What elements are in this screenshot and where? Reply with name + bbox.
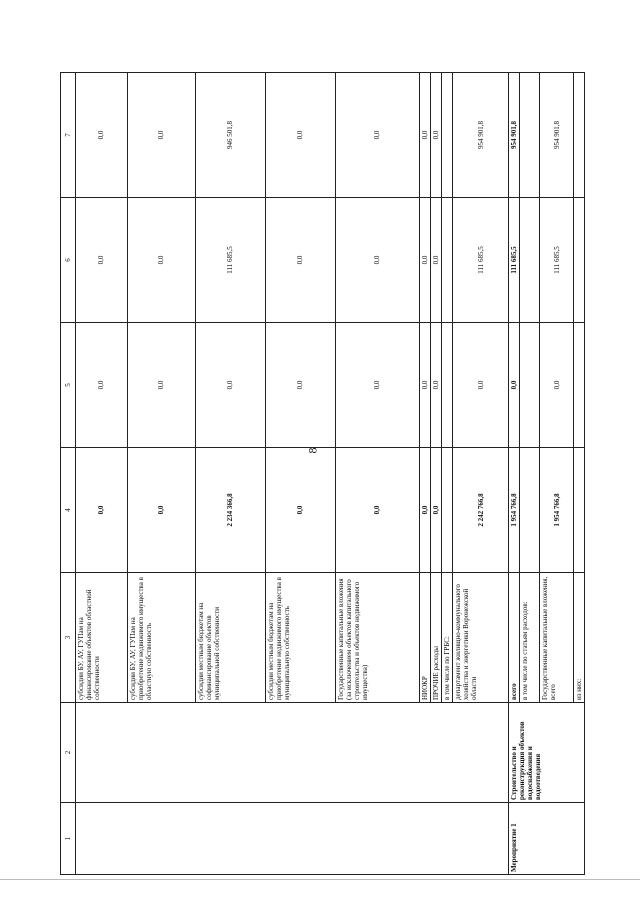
cell-value: 1 954 766,8 [509,448,520,573]
cell-value [574,73,585,198]
empty-cell [76,803,509,875]
cell-value [520,448,540,573]
cell-value [442,73,453,198]
budget-table [60,72,585,875]
cell-value: 954 901,8 [540,73,574,198]
cell-value: 954 901,8 [509,73,520,198]
cell-value: 0,0 [431,198,442,323]
cell-value: 2 242 766,8 [453,448,509,573]
cell-value [442,323,453,448]
cell-value: 0,0 [431,448,442,573]
table-row [509,73,520,875]
cell-value: 0,0 [266,73,336,198]
cell-expense-type: Государственные капитальные вложения (за исключением объектов капитального строительства и объектов недвижимого имущества) [336,573,420,703]
cell-value: 0,0 [336,198,420,323]
header-cell: 2 [61,703,76,803]
cell-expense-type: из них: [574,573,585,703]
page-number: 8 [305,447,320,454]
cell-value: 0,0 [76,323,128,448]
cell-value: 0,0 [509,323,520,448]
cell-value: 0,0 [266,448,336,573]
header-row [61,73,76,875]
header-cell: 5 [61,323,76,448]
cell-expense-type: всего [509,573,520,703]
cell-value: 0,0 [128,323,196,448]
cell-value [574,198,585,323]
event-name-cell: Строительство и реконструкция объектов водоснабжения и водоотведения [509,703,585,803]
cell-value: 0,0 [420,323,431,448]
header-cell: 3 [61,573,76,703]
cell-value: 111 685,5 [453,198,509,323]
cell-expense-type: в том числе по ГРБС: [442,573,453,703]
cell-value: 954 901,8 [453,73,509,198]
cell-value: 946 501,8 [196,73,266,198]
cell-expense-type: Государственные капитальные вложения, всего [540,573,574,703]
header-cell: 4 [61,448,76,573]
table-frame [60,73,584,875]
cell-expense-type: НИОКР [420,573,431,703]
cell-value: 0,0 [540,323,574,448]
cell-value: 0,0 [420,448,431,573]
cell-value: 0,0 [431,73,442,198]
cell-value [442,448,453,573]
event-number-cell: Мероприятие 1 [509,803,585,875]
cell-value: 0,0 [76,73,128,198]
cell-value: 111 685,5 [509,198,520,323]
cell-value [520,73,540,198]
cell-value: 0,0 [336,73,420,198]
cell-value: 0,0 [420,198,431,323]
cell-value [574,323,585,448]
cell-value: 0,0 [76,198,128,323]
cell-value: 0,0 [196,323,266,448]
cell-value: 0,0 [128,73,196,198]
cell-expense-type: ПРОЧИЕ расходы [431,573,442,703]
cell-value: 0,0 [266,323,336,448]
header-cell: 1 [61,803,76,875]
empty-cell [76,703,509,803]
cell-value: 111 685,5 [196,198,266,323]
header-cell: 6 [61,198,76,323]
header-cell: 7 [61,73,76,198]
cell-value: 0,0 [266,198,336,323]
cell-expense-type: субсидии местным бюджетам на софинансирование объектов муниципальной собственности [196,573,266,703]
cell-value: 0,0 [336,448,420,573]
cell-value: 0,0 [128,448,196,573]
cell-value: 0,0 [76,448,128,573]
cell-value: 111 685,5 [540,198,574,323]
page-edge-line [0,879,640,880]
cell-value [520,323,540,448]
cell-value: 0,0 [453,323,509,448]
cell-expense-type: департамент жилищно-коммунального хозяйства и энергетики Воронежской области [453,573,509,703]
cell-value: 1 954 766,8 [540,448,574,573]
cell-expense-type: в том числе по статьям расходов: [520,573,540,703]
cell-expense-type: субсидии БУ, АУ, ГУПам на приобретение недвижимого имущества в областную собственность [128,573,196,703]
cell-value: 0,0 [431,323,442,448]
cell-value: 0,0 [420,73,431,198]
table-row [76,73,128,875]
cell-value [574,448,585,573]
cell-expense-type: субсидии местным бюджетам на приобретение недвижимого имущества в муниципальную собственность [266,573,336,703]
cell-value: 0,0 [336,323,420,448]
cell-value: 2 234 366,8 [196,448,266,573]
cell-value [520,198,540,323]
cell-value [442,198,453,323]
cell-value: 0,0 [128,198,196,323]
cell-expense-type: субсидии БУ, АУ, ГУПам на финансирование объектов областной собственности [76,573,128,703]
